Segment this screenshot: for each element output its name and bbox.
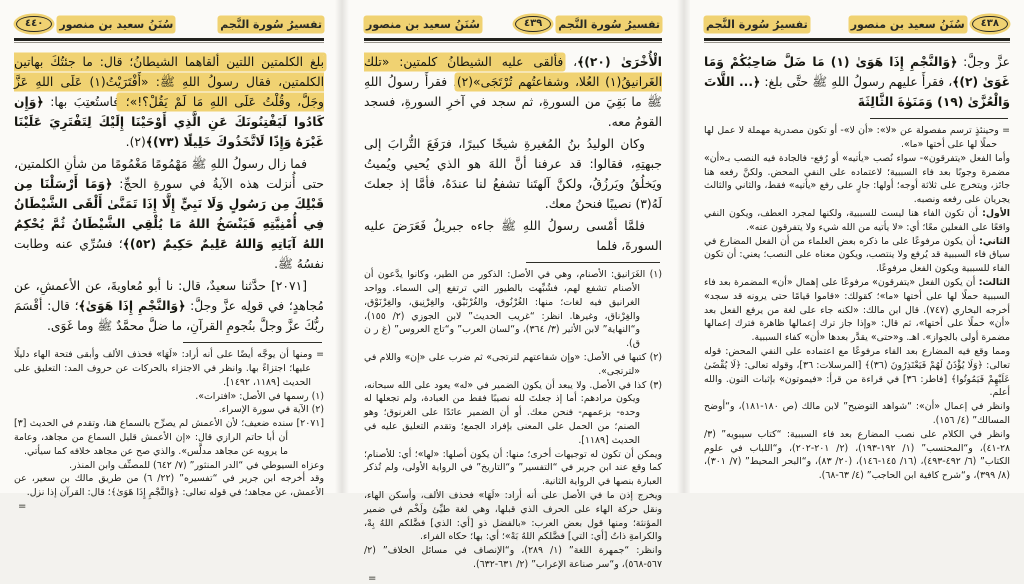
body-paragraph bbox=[14, 52, 324, 152]
page-body bbox=[364, 52, 662, 256]
header-rule-thin bbox=[14, 42, 324, 43]
body-paragraph bbox=[364, 52, 662, 132]
footnote bbox=[704, 207, 1010, 235]
text-run: وكان الوليدُ بنُ المُغيرةِ شيخًا كبيرًا، فرَفَعَ التُّرابَ إلى جبهتِهِ، فقالوا: قد عرفنا أنَّ اللهَ هو الذي يُحيي ويُميتُ ويَخلُقُ ويَرزُقُ، ولكنَّ آلهتَنا تشفعُ لنا عندَهُ، فأمَّا إذ جعلتَ لَهُ(٣) نصيبًا فنحنُ معك. bbox=[364, 137, 662, 212]
book-title: سُنَنُ سعيد بن منصور bbox=[366, 17, 480, 31]
footnote-text: رسمها في الأصل: «افترات». bbox=[195, 390, 309, 402]
footnote-text: الآية في سورة الإسراء. bbox=[218, 404, 309, 416]
page-body bbox=[14, 52, 324, 336]
footnote-marker: = bbox=[316, 349, 324, 361]
footnote-text: وعزاه السيوطي في “الدر المنثور” (٧/ ٦٤٢) للمصنِّف وابن المنذر. bbox=[69, 459, 324, 471]
quran-verse: ﴿وَالنَّجْمِ إِذَا هَوَىٰ﴾ bbox=[78, 299, 186, 314]
page-number-badge: ٤٣٩ bbox=[515, 16, 551, 33]
footnote bbox=[364, 379, 662, 448]
quran-verse: ﴿... اللَّاتَ وَالْعُزَّىٰ (١٩) وَمَنَوٰةَ الثَّالِثَةَ bbox=[704, 75, 1010, 110]
chapter-title: تفسيرُ سُورة النَّجم bbox=[706, 17, 808, 31]
footnote-text: سنده ضعيف؛ لأن الأعمش لم يصرِّح بالسماع هنا، وتقدم في الحديث [٣] أن أبا حاتم الرازي قال: «إن الأعمش قليل السماع من مجاهد، وعامة ما يرويه عن مجاهد مدلَّس». والذي صح عن مجاهد خلافه كما سيأتي. bbox=[14, 418, 294, 457]
text-run: ؛ قال: أقْسَمَ ربُّكَ عزَّ وجلَّ بنُجومِ القرآنِ، ما ضلَّ محمَّدٌ ﷺ وما غَوَى. bbox=[14, 299, 324, 334]
header-rule bbox=[364, 38, 662, 43]
footnote bbox=[704, 400, 1010, 428]
footnotes-block bbox=[364, 268, 662, 572]
header-rule-thin bbox=[364, 42, 662, 43]
header-rule-thin bbox=[704, 42, 1010, 43]
footnote-text: كذا في الأصل. ولا يبعد أن يكون الضمير في «له» يعود على الله سبحانه، ويكون مرادهم: أما إذ جعلتَ لله نصيبًا فقط من العبادة، ولم تجعلها له وحده- بزعمهم- فنحن معك. أو أن الضمير عائدًا على الغرنوق؛ وهو الصنم؛ من الحمل على المعنى بإفراد الجمع؛ وتقدم التعليق عليه في الحديث [١١٨٩]. bbox=[364, 379, 647, 446]
page-number-badge: ٤٤٠ bbox=[16, 16, 52, 33]
footnote-separator bbox=[183, 342, 323, 343]
header-group-left bbox=[366, 18, 480, 31]
footnote-marker: الأول: bbox=[982, 208, 1011, 220]
footnote-text: أن تكون الفاء هنا ليست للسببية، ولكنها لمجرد العطف، ويكون النفي واقعًا على الفعلين معًا؛ أي: «لا يأتيه من الله شيء ولا يتفرقون عنه». bbox=[704, 208, 1010, 233]
quran-verse: ﴿وَإِن كَادُوا لَيَفْتِنُونَكَ عَنِ الَّذِي أَوْحَيْنَا إِلَيْكَ لِتَفْتَرِيَ عَلَيْنَا غَيْرَهُ وَإِذًا لَاتَّخَذُوكَ خَلِيلًا (٧٣)﴾ bbox=[14, 95, 324, 150]
book-title: سُنَنُ سعيد بن منصور bbox=[59, 17, 174, 31]
highlighted-text: بلغ الكلمتين اللتين ألقاهما الشيطانُ؛ قال: ما جئتُكَ بهاتين الكلمتين، فقال رسولُ اللهِ ﷺ: «أَفْتَرَيْتُ(١) عَلَى اللهِ عَزَّ وجَلَّ، وقُلْتُ عَلَى اللهِ مَا لَمْ يَقُلْ؟!»؛ bbox=[14, 55, 325, 110]
footnotes-block bbox=[704, 124, 1010, 483]
footnote-text: ومما وقع فيه المضارع بعد الفاء مرفوعًا مع اعتماده على النفي المحض: قوله تعالى: ﴿وَلَا يُؤْذَنُ لَهُمْ فَيَعْتَذِرُونَ (٣٦)﴾ [المرسلات: ٣٦]، وقوله تعالى: ﴿لَا يُقْضَىٰ عَلَيْهِمْ فَيَمُوتُوا﴾ [فاطر: ٣٦] في قراءة من قرأ: «فيموتون» بإثبات النون. والله أعلم. bbox=[704, 346, 1010, 399]
body-paragraph bbox=[14, 154, 324, 274]
footnote-marker: (١) bbox=[649, 269, 662, 281]
header-group-right bbox=[515, 16, 660, 33]
header-rule bbox=[704, 38, 1010, 43]
footnote-text: الغَرَانيق: الأصنام، وهي في الأصل: الذكور من الطير، وكانوا يدَّعون أن الأصنام تشفع لهم، فشُبِّهت بالطيور التي ترتفع إلى السماء. وواحد الغرانيق فيه لغات؛ منها: الغُرْنُوق، والغُرْنَيْق، والغِرْنِيق، والغِرْنَوْق، والغِرْناق، وغيرها. انظر: “غريب الحديث” لابن الجوزي (٢/ ١٥٥)، و“النهاية” لابن الأثير (٣/ ٣٦٤)، و“لسان العرب” و“تاج العروس” (غ ر ن ق). bbox=[364, 269, 646, 350]
body-paragraph bbox=[364, 216, 662, 256]
footnote-marker: الثالث: bbox=[978, 277, 1010, 289]
text-run: فاستُعتِبَ بها: bbox=[43, 95, 120, 110]
highlighted-text: فألقى عليه الشيطانُ كلمتين: «تلك الغَرانيقُ(١) العُلا، وشفاعتُهم تُرْتَجَى»(٢) bbox=[364, 55, 662, 90]
footnote bbox=[704, 235, 1010, 276]
page-body bbox=[704, 52, 1010, 112]
chapter-title: تفسيرُ سُورة النَّجم bbox=[558, 17, 660, 31]
header-rule bbox=[14, 38, 324, 43]
page-439 bbox=[350, 0, 676, 584]
text-run: (٢). bbox=[125, 135, 146, 150]
footnote-marker: (٢) bbox=[311, 404, 324, 416]
footnote-text: وانظر في إعمال «أن»: “شواهد التوضيح” لابن مالك (ص ١٨٠-١٨١)، و“أوضح المسالك” (٤/ ١٥٦). bbox=[704, 401, 1010, 427]
footnote-separator bbox=[870, 118, 1008, 119]
text-run: ، فقرأَ عليهم رسولُ اللهِ ﷺ حتَّى بلغ: bbox=[760, 75, 953, 90]
body-paragraph bbox=[704, 52, 1010, 112]
footnote-text: أن يكون الفعل «يتفرقون» مرفوعًا على إهمال «أن» المضمرة بعد فاء السببية حملًا لها على أختها «ما»؛ كقولك: «قاموا قيامًا حتى يرونه قد سجد» أخرجه البخاري (٧٤٧). قال ابن مالك: «لكنه جاء على لغة من يرفع الفعل بعد «أن» حملًا على أختها»، ثم قال: «وإذا جاز ترك إعمالها ظاهرة فترك إعمالها مضمرة أولى بالجواز». اهـ. و«حتى» يقدَّر بعدها «أن» كفاء السببية. bbox=[704, 277, 1010, 344]
header-rule-thick bbox=[364, 38, 662, 41]
footnote bbox=[704, 428, 1010, 483]
body-paragraph bbox=[364, 134, 662, 214]
continuation-mark: = bbox=[18, 501, 27, 513]
footnote bbox=[704, 124, 1010, 152]
header-group-left bbox=[706, 18, 808, 31]
text-run: [٢٠٧١] حدَّثنا سعيدٌ، قال: نا أبو مُعاويةَ، عن الأعمشِ، عن مُجاهدٍ؛ في قولِه عزَّ وجلَّ: bbox=[14, 279, 324, 314]
footnote bbox=[704, 152, 1010, 207]
continuation-mark: = bbox=[368, 572, 377, 584]
footnote-text: أن يكون مرفوعًا على ما ذكره بعض العلماء من أن الفعل المضارع في سياق فاء السببية قد يُرفع ولا ينتصب، ويكون معناه على النصب؛ يعني: أن تكون الفاء للسببية ويكون الفعل مرفوعًا. bbox=[704, 235, 1010, 275]
footnote bbox=[364, 544, 662, 572]
footnote bbox=[364, 351, 662, 379]
footnote bbox=[364, 448, 662, 489]
footnote-marker: = bbox=[1002, 125, 1010, 137]
text-run: ، فقرأَ رسولُ اللهِ ﷺ ما بَقِيَ من السورةِ، ثم سجد في آخرِ السورةِ، فسجد القومُ معه. bbox=[364, 75, 662, 130]
page-440 bbox=[0, 0, 338, 513]
footnote bbox=[14, 472, 324, 500]
footnote-marker: الثاني: bbox=[979, 235, 1011, 247]
footnote bbox=[14, 390, 324, 404]
footnote bbox=[364, 489, 662, 544]
header-rule-thick bbox=[704, 38, 1010, 41]
page-header bbox=[14, 15, 324, 33]
quran-verse: ﴿وَمَا أَرْسَلْنَا مِن قَبْلِكَ مِن رَسُولٍ وَلَا نَبِيٍّ إِلَّا إِذَا تَمَنَّىٰ أَلْقَى الشَّيْطَانُ فِي أُمْنِيَّتِهِ فَيَنْسَخُ اللهُ مَا يُلْقِي الشَّيْطَانُ ثُمَّ يُحْكِمُ اللهُ آيَاتِهِ وَاللهُ عَلِيمٌ حَكِيمٌ (٥٢)﴾ bbox=[14, 177, 324, 252]
page-header bbox=[704, 15, 1010, 33]
footnote bbox=[14, 417, 324, 458]
footnote-separator bbox=[526, 262, 660, 263]
page-number-badge: ٤٣٨ bbox=[972, 16, 1008, 33]
chapter-title: تفسيرُ سُورة النَّجم bbox=[220, 17, 322, 31]
footnote bbox=[704, 345, 1010, 400]
footnote-text: وانظر في الكلام على نصب المضارع بعد فاء السببية: “كتاب سيبويه” (٣/ ٢٨-٤١)، و“المحتسب” (١/ ١٩٢-١٩٣)، (٢/ ٢٠١-٢٠٢)، و“اللباب في علوم الكتاب” (٦/ ٤٩٢-٤٩٣)، (١٦/ ١٤٥-١٤٦)، (٢٠/ ٨٣)، و“البحر المحيط” (٧/ ٣٠١)، (٨/ ٣٩٩)، و“شرح كافية ابن الحاجب” (٤/ ٦٣-٦٨). bbox=[704, 428, 1011, 482]
footnote-text: وقد أخرجه ابن جرير في “تفسيره” (٢٢/ ٦) من طريق مالك بن سعير، عن الأعمش، عن مجاهد؛ في قوله تعالى: ﴿وَالنَّجْمِ إِذَا هَوَىٰ﴾؛ قال: القرآن إذا نزل. bbox=[14, 473, 325, 499]
text-run: فلمَّا أمْسى رسولُ اللهِ ﷺ جاءه جبريلُ فَعَرَضَ عليه السورةَ، فلما bbox=[364, 219, 662, 254]
footnote bbox=[704, 276, 1010, 345]
footnote-text: وانظر: “جمهرة اللغة” (١/ ٢٨٩)، و“الإنصاف في مسائل الخلاف” (٢/ ٥٦٧-٥٦٨)، و“سر صناعة الإعراب” (٢/ ٦٣١-٦٣٢). bbox=[364, 545, 662, 571]
quran-verse: ﴿وَالنَّجْمِ إِذَا هَوَىٰ (١) مَا ضَلَّ صَاحِبُكُمْ وَمَا غَوَىٰ (٢)﴾ bbox=[704, 55, 1010, 90]
footnote-text: ويمكن أن تكون له توجيهات أخرى؛ منها: أن يكون أصلها: «لها»؛ أي: للأصنام؛ كما وقع عند ابن جرير في “التفسير” و“التاريخ” في الرواية الأولى، ولم تُذكر العبارة بنصها في الرواية الثانية. bbox=[364, 448, 662, 488]
footnote bbox=[14, 403, 324, 417]
page-438 bbox=[690, 0, 1024, 493]
footnote-marker: (١) bbox=[311, 390, 324, 402]
header-group-left bbox=[16, 16, 173, 33]
book-title: سُنَنُ سعيد بن منصور bbox=[850, 17, 965, 31]
header-rule-thick bbox=[14, 38, 324, 41]
text-run: ؛ فسُرِّي عنه وطابت نفسُهُ ﷺ. bbox=[14, 237, 324, 272]
footnote-marker: [٢٠٧١] bbox=[296, 418, 324, 430]
footnote-text: وحينئذٍ ترسم مفصولة عن «لا»: «أن لا»- أو تكون مصدرية مهملة لا عمل لها حملًا لها على أختها «ما». bbox=[704, 125, 999, 151]
footnote bbox=[14, 348, 324, 389]
footnote bbox=[364, 268, 662, 351]
body-paragraph bbox=[14, 276, 324, 336]
text-run: عزَّ وجلَّ: bbox=[957, 55, 1010, 70]
footnote-text: وأما الفعل «يتفرقون»- سواء نُصب «يأتيه» أو رُفع- فالجادة فيه النصب بـ«أن» مضمرة وجوبًا بعد فاء السببية؛ لاعتماده على النفي المحض. ولكنَّ رفعه هنا جائز، ويتخرج على ثلاثة أوجه؛ أولها: جارٍ على رفع «يأتيه» فقط، والثاني والثالث يجريان على رفعه ونصبه. bbox=[704, 152, 1010, 206]
footnote-text: ومنها أن يوجَّه أيضًا على أنه أراد: «لَهَا» فحذف الألف وأبقى فتحة الهاء دليلًا عليها؛ اجتزاءً بها. وانظر في الاجتزاء بالحركات عن حروف المد: التعليق على الحديث [١١٨٩، ١٤٩٢]. bbox=[14, 349, 313, 388]
footnote-marker: (٢) bbox=[649, 352, 662, 364]
page-gutter bbox=[677, 0, 691, 493]
footnote-text: كتبها في الأصل: «وإن شفاعتهم لترتجى» ثم ضرب على «إن» واللام في «لترتجى». bbox=[364, 352, 647, 377]
footnote-text: ويخرج إذن ما في الأصل على أنه أراد: «لَهَا» فحذف الألف، وأسكن الهاء، ونقل حركة الهاء على الحرف الذي قبلها، وهي لغة طيِّئ ولَخْم في ضمير المؤنثة؛ ومنها قول بعض العرب: «بالفضل ذو [أي: الذي] فضَّلكم اللهُ بِهْ، والكرامةِ ذاتُ [أي: التي] فضَّلكم اللهُ بَهْ»؛ أي: بها؛ حكاه الفراء. bbox=[364, 490, 662, 543]
page-gutter bbox=[335, 0, 349, 493]
quran-verse: الْأُخْرَىٰ (٢٠)﴾ bbox=[577, 55, 662, 70]
text-run: فما زال رسولُ اللهِ ﷺ مَهْمُومًا مَغْمُومًا من شأنِ الكلمتين، حتى أُنزلت هذه الآيةُ في سورةِ الحجِّ: bbox=[14, 157, 324, 192]
header-group-right bbox=[851, 16, 1008, 33]
header-group-right bbox=[220, 18, 322, 31]
footnote-marker: (٣) bbox=[649, 379, 663, 391]
footnotes-block bbox=[14, 348, 324, 500]
page-header bbox=[364, 15, 662, 33]
text-run: ، bbox=[563, 55, 578, 70]
footnote bbox=[14, 459, 324, 473]
